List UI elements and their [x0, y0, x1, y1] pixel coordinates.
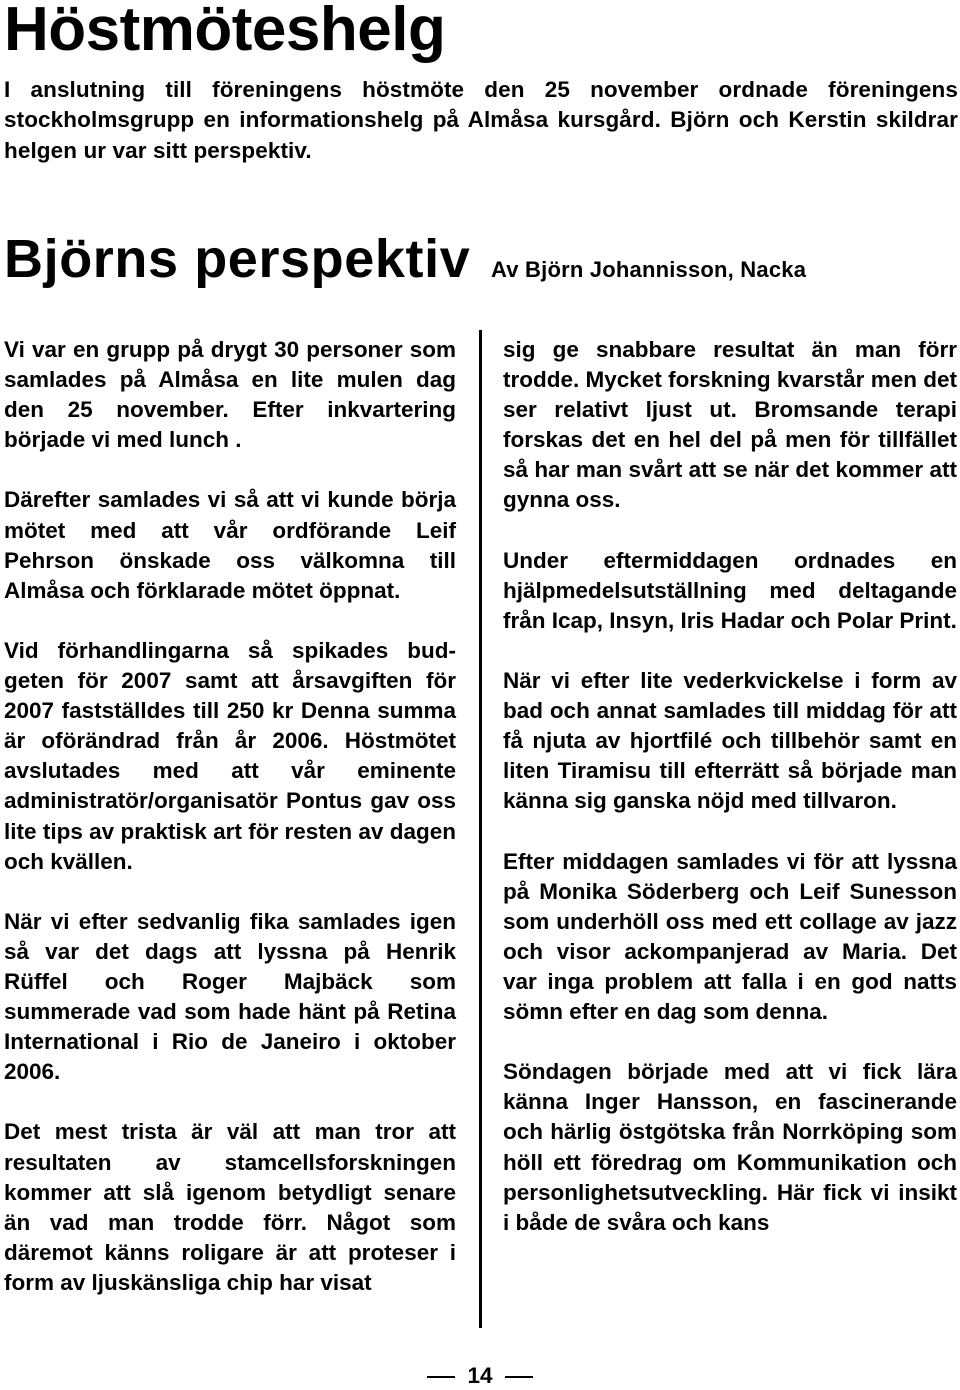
- paragraph: Under eftermiddagen ordnades en hjälpmedelsutställning med deltagande från Icap, Insyn, Iris Hadar och Polar Print.: [503, 547, 957, 633]
- section-title: Björns perspektiv: [4, 229, 471, 289]
- paragraph: sig ge snabbare resultat än man förr trodde. Mycket forskning kvarstår men det ser relativt ljust ut. Bromsande terapi forskas det en hel del på men för tillfället så har man svårt att se när det kommer att gynna oss.: [503, 337, 957, 513]
- byline: Av Björn Johannisson, Nacka: [491, 257, 807, 282]
- page-footer: [0, 1363, 960, 1389]
- page-number: 14: [467, 1363, 493, 1388]
- paragraph: Vi var en grupp på drygt 30 personer som samlades på Almåsa en lite mulen dag den 25 november. Efter inkvartering började vi med lunch .: [4, 337, 456, 453]
- right-column: [503, 335, 957, 1268]
- dash-left: [427, 1376, 455, 1379]
- paragraph: Därefter samlades vi så att vi kunde börja mötet med att vår ordförande Leif Pehrson önskade oss välkomna till Almåsa och förklarade mötet öppnat.: [4, 487, 456, 603]
- section-heading: [4, 226, 806, 292]
- paragraph: När vi efter lite vederkvickelse i form av bad och annat samlades till middag för att få njuta av hjortfilé och tillbehör samt en liten Tiramisu till efterrätt så började man känna sig ganska nöjd med tillvaron.: [503, 668, 957, 814]
- column-divider: [479, 330, 482, 1328]
- paragraph: När vi efter sedvanlig fika samlades igen så var det dags att lyssna på Henrik Rüffel och Roger Majbäck som summerade vad som hade hänt på Retina International i Rio de Janeiro i oktober 2006.: [4, 908, 456, 1085]
- dash-right: [505, 1376, 533, 1379]
- article-title: Höstmöteshelg: [4, 0, 446, 64]
- paragraph: Efter middagen samlades vi för att lyssna på Monika Söderberg och Leif Sunesson som underhöll oss med ett collage av jazz och visor ackompanjerad av Maria. Det var inga problem att falla i en god natts sömn efter en dag som denna.: [503, 848, 957, 1025]
- article-intro: I anslutning till föreningens höstmöte den 25 november ordnade föreningens stockholmsgrupp en informationshelg på Almåsa kursgård. Björn och Kerstin skildrar helgen ur var sitt perspektiv.: [4, 77, 958, 163]
- left-column: [4, 335, 456, 1328]
- paragraph: Söndagen började med att vi fick lära känna Inger Hansson, en fascinerande och härlig östgötska från Norrköping som höll ett föredrag om Kommunikation och personlighetsutveckling. Här fick vi insikt i både de svåra och kans: [503, 1059, 957, 1235]
- paragraph: Vid förhandlingarna så spikades budgeten för 2007 samt att årsavgiften för 2007 fastställdes till 250 kr Denna summa är oförändrad från år 2006. Höstmötet avslutades med att vår eminente administratör/organisatör Pontus gav oss lite tips av praktisk art för resten av dagen och kvällen.: [4, 637, 456, 874]
- paragraph: Det mest trista är väl att man tror att resultaten av stamcellsforskningen kommer att slå igenom betydligt senare än vad man trodde förr. Något som däremot känns roligare är att proteser i form av ljuskänsliga chip har visat: [4, 1119, 456, 1295]
